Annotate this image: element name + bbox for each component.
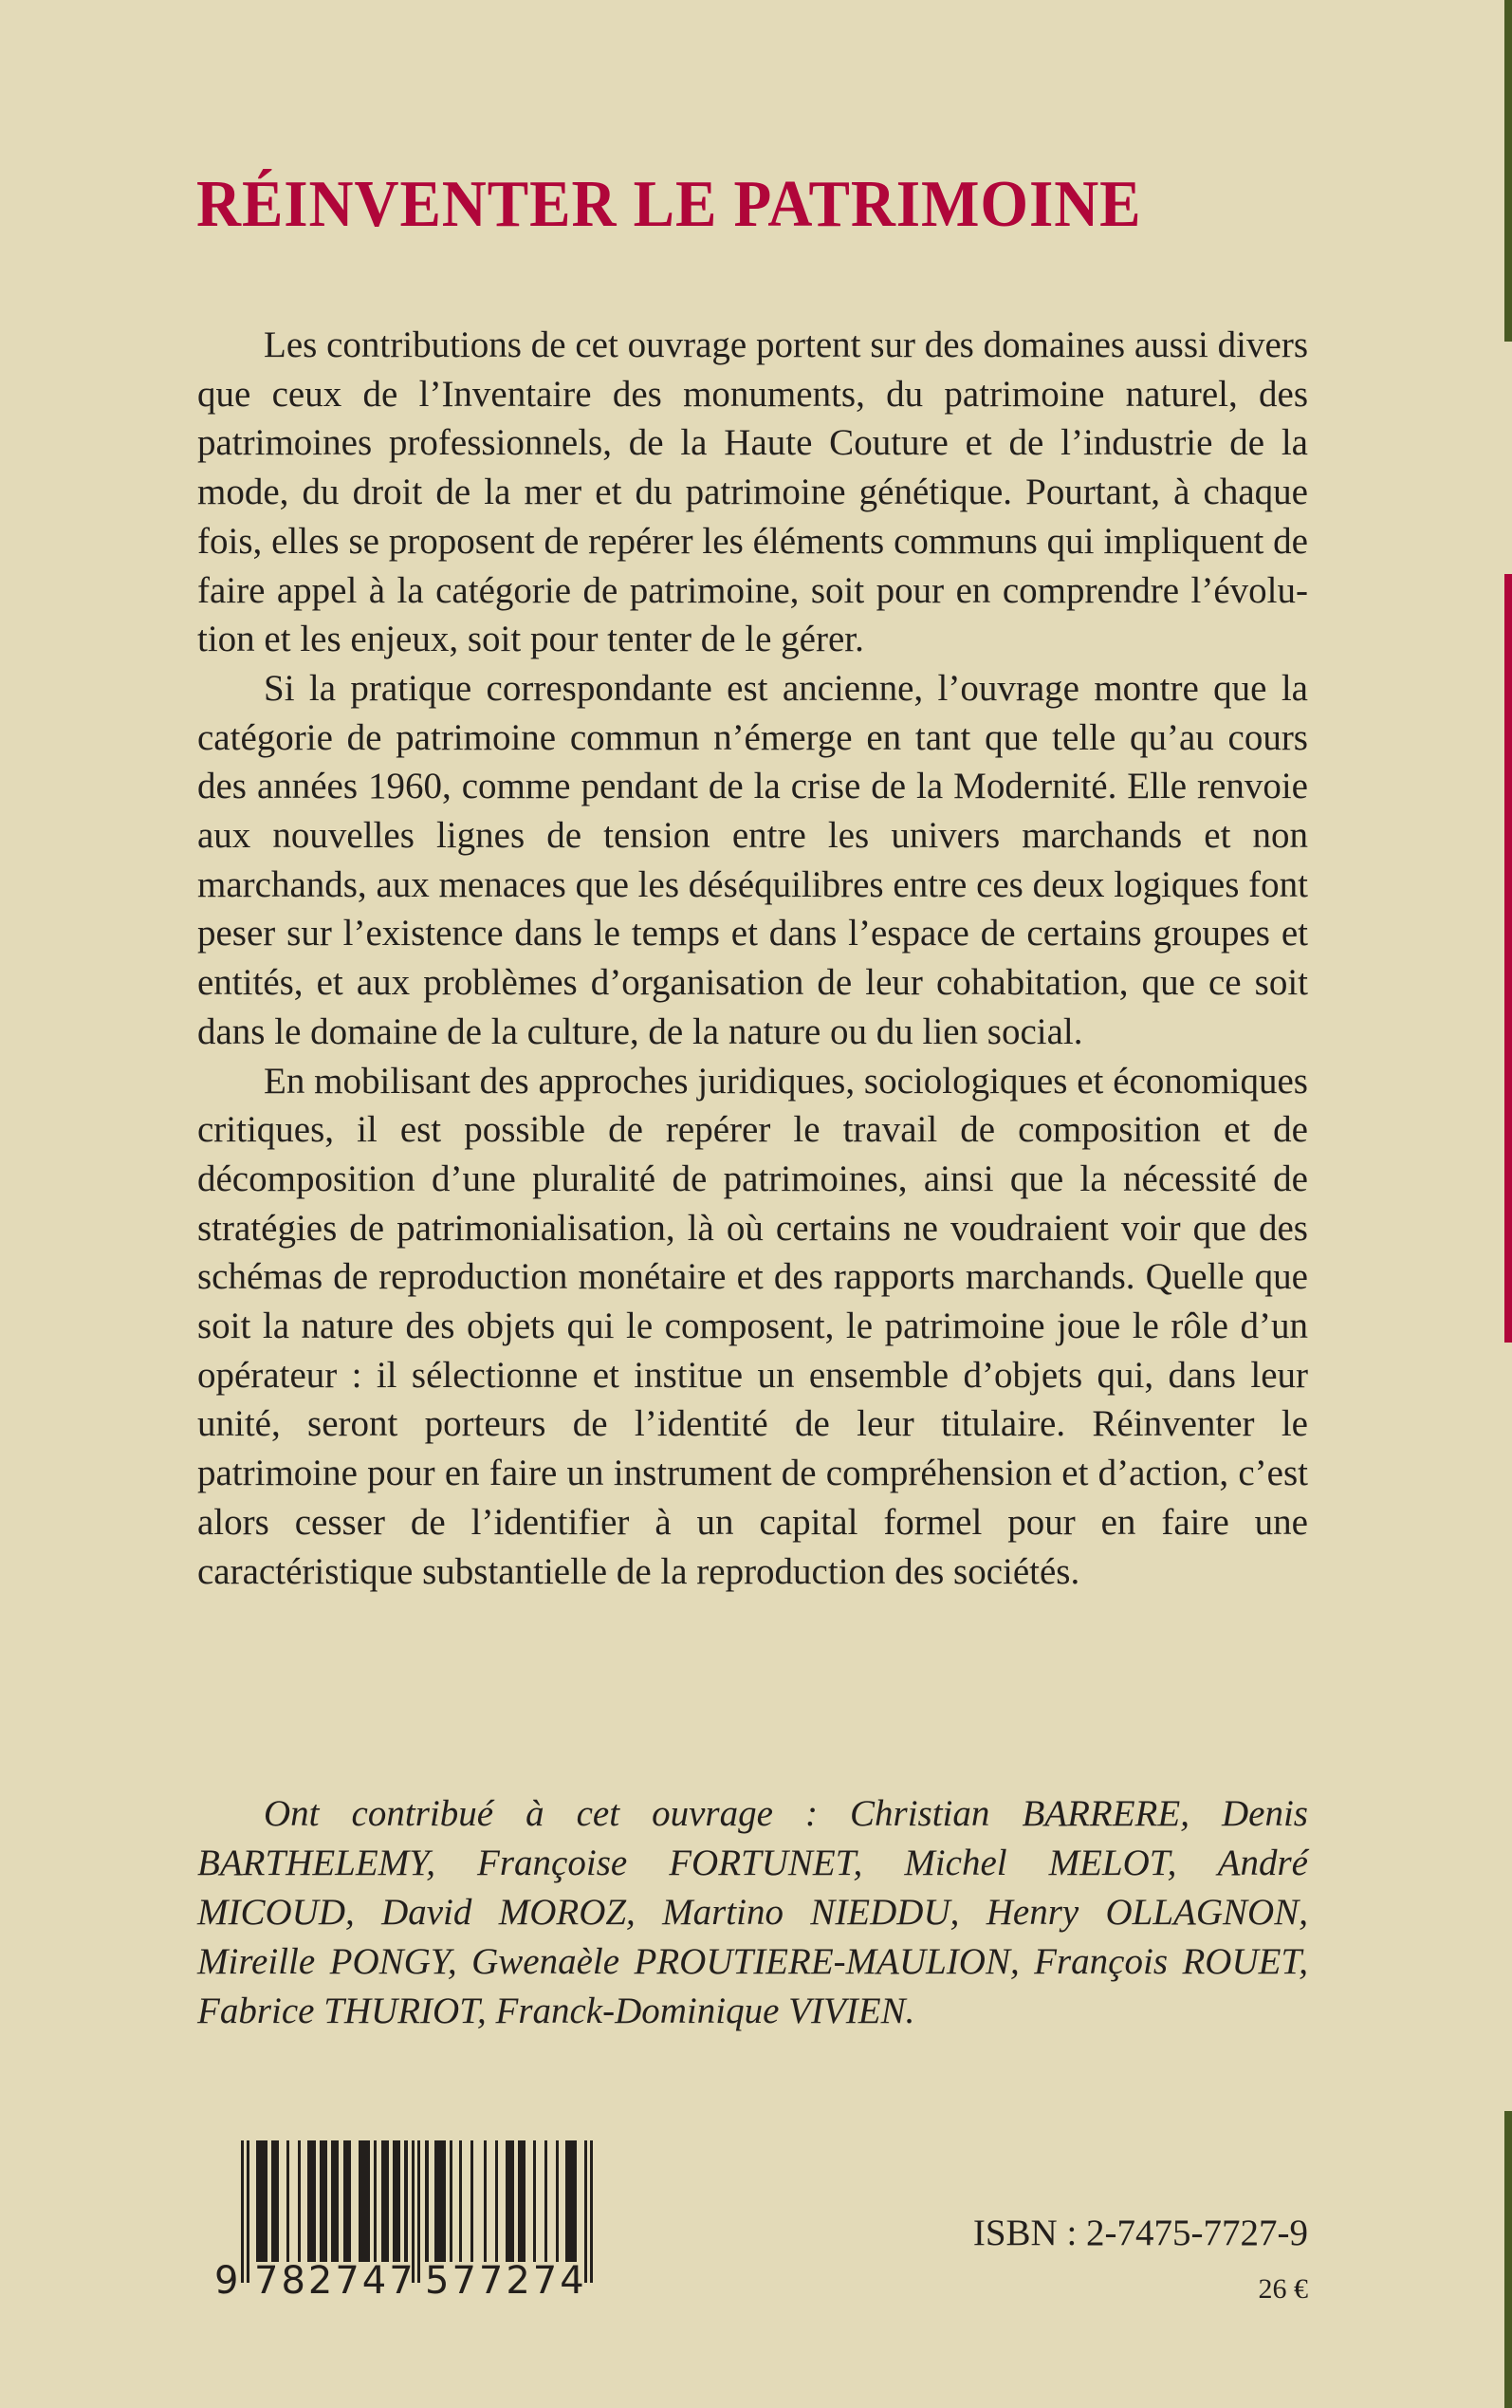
isbn-number: ISBN : 2-7475-7727-9 — [972, 2213, 1308, 2253]
barcode-digits-left: 782747 — [254, 2259, 416, 2303]
price: 26 € — [1258, 2273, 1308, 2305]
contributors-list: Ont contribué à cet ouvrage : Christian BARRERE, Denis BARTHELEMY, Françoise FORTUNET, Michel MELOT, André MICOUD, David MOROZ, Martino NIEDDU, Henry OLLAGNON, Mireille PONGY, Gwenaèle PROUTIERE-MAULION, François ROUET, Fabrice THURIOT, Franck-Dominique VIVIEN. — [197, 1793, 1308, 2031]
blurb-paragraph-2: Si la pratique correspondante est ancienne, l’ouvrage montre que la catégorie de patrimoine commun n’émerge en tant que telle qu’au cours des années 1960, comme pendant de la crise de la Modernité. Elle renvoie aux nouvelles lignes de tension entre les univers marchands et non marchands, aux menaces que les déséquilibres entre ces deux logiques font peser sur l’existence dans le temps et dans l’espace de certains groupes et entités, et aux problèmes d’organisation de leur cohabitation, que ce soit dans le domaine de la culture, de la nature ou du lien social. — [197, 667, 1308, 1052]
book-title: RÉINVENTER LE PATRIMOINE — [196, 168, 1142, 241]
isbn-barcode — [214, 2140, 632, 2302]
crimson-edge-strip — [1504, 574, 1512, 1343]
barcode-digit-first: 9 — [214, 2259, 239, 2303]
blurb-paragraph-3: En mobilisant des approches juridiques, sociologiques et économiques critiques, il est possible de repérer le travail de composition et de décomposition d’une pluralité de patrimoines, ainsi que la nécessité de stratégies de patrimonialisation, là où certains ne voudraient voir que des schémas de reproduction monétaire et des rapports marchands. Quelle que soit la nature des objets qui le composent, le patrimoine joue le rôle d’un opérateur : il sélectionne et institue un ensemble d’objets qui, dans leur unité, seront porteurs de l’identité de leur titulaire. Réinventer le patrimoine pour en faire un instrument de compréhension et d’action, c’est alors cesser de l’identifier à un capital formel pour en faire une caractéristique substantielle de la reproduction des sociétés. — [197, 1060, 1308, 1592]
barcode-digits-right: 577274 — [425, 2259, 587, 2303]
blurb-paragraph-1: Les contributions de cet ouvrage portent sur des domaines aussi divers que ceux de l’Inventaire des monuments, du patrimoine naturel, des patrimoines professionnels, de la Haute Couture et de l’industrie de la mode, du droit de la mer et du patrimoine génétique. Pourtant, à chaque fois, elles se proposent de repérer les éléments communs qui impliquent de faire appel à la catégorie de patrimoine, soit pour en comprendre l’évolution et les enjeux, soit pour tenter de le gérer. — [197, 324, 1308, 660]
olive-edge-strip-bottom — [1504, 2111, 1512, 2408]
olive-edge-strip-top — [1504, 0, 1512, 342]
blurb — [197, 321, 1308, 1596]
